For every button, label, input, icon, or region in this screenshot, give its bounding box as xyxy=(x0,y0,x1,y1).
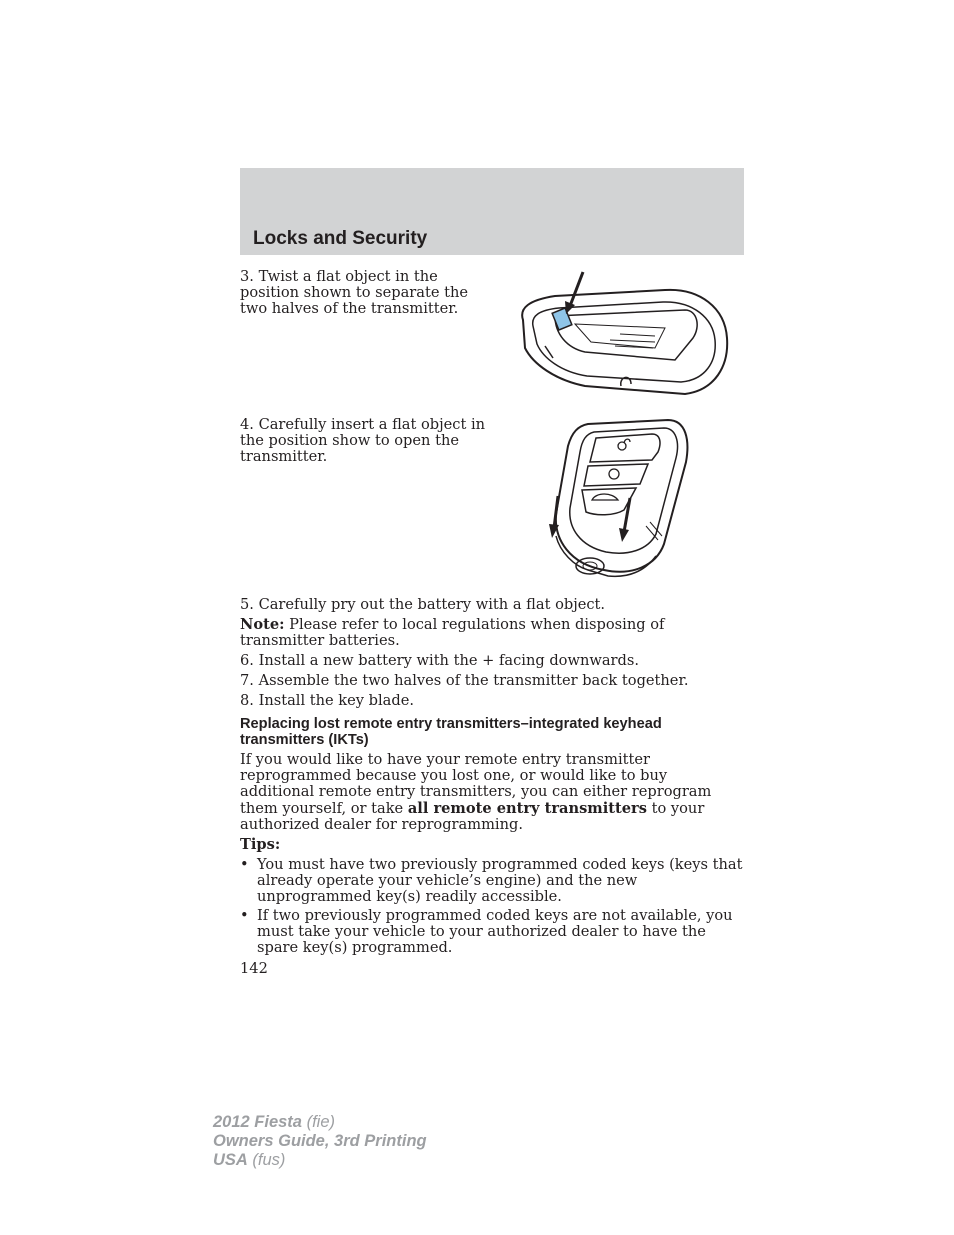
footer-model-code: (fie) xyxy=(301,1113,335,1131)
note-paragraph xyxy=(240,617,744,649)
para-bold: all remote entry transmitters xyxy=(407,799,647,817)
remote-key-fob-illustration xyxy=(548,416,693,582)
step-8-text: 8. Install the key blade. xyxy=(240,692,414,709)
footer-model-line xyxy=(213,1113,335,1132)
tip-text: If two previously programmed coded keys are not available, you must take your vehicle to your authorized dealer to have the spare key(s) programmed. xyxy=(257,907,733,957)
footer-guide-line: Owners Guide, 3rd Printing xyxy=(213,1132,427,1150)
footer-model: 2012 Fiesta xyxy=(213,1113,302,1131)
transmitter-separation-illustration xyxy=(515,268,733,398)
para-part-2: to your authorized dealer for reprogramming. xyxy=(240,799,705,833)
note-text: Please refer to local regulations when disposing of transmitter batteries. xyxy=(240,616,665,650)
page-number: 142 xyxy=(240,960,268,977)
bullet-symbol: • xyxy=(240,856,249,873)
step-3-text: 3. Twist a flat object in the position shown to separate the two halves of the transmitter. xyxy=(240,268,469,318)
footer-market: USA xyxy=(213,1151,248,1169)
step-5-text: 5. Carefully pry out the battery with a flat object. xyxy=(240,596,606,613)
para-part-1: If you would like to have your remote entry transmitter reprogrammed because you lost one, or would like to buy additional remote entry transmitters, you can either reprogram them yourself, or take xyxy=(240,751,712,817)
page-title: Locks and Security xyxy=(253,228,428,249)
note-label: Note: xyxy=(240,616,285,633)
section-heading: Replacing lost remote entry transmitters–integrated keyhead transmitters (IKTs) xyxy=(240,716,662,748)
tip-text: You must have two previously programmed coded keys (keys that already operate your vehicle’s engine) and the new unprogrammed key(s) readily accessible. xyxy=(257,856,743,906)
bullet-symbol: • xyxy=(240,907,249,924)
footer-market-code: (fus) xyxy=(247,1151,286,1169)
step-6-text: 6. Install a new battery with the + facing downwards. xyxy=(240,652,639,669)
step-7-text: 7. Assemble the two halves of the transmitter back together. xyxy=(240,672,689,689)
tips-label: Tips: xyxy=(240,836,281,853)
footer-market-line xyxy=(213,1151,285,1170)
step-4-text: 4. Carefully insert a flat object in the position show to open the transmitter. xyxy=(240,416,486,466)
reprogramming-paragraph xyxy=(240,752,744,833)
